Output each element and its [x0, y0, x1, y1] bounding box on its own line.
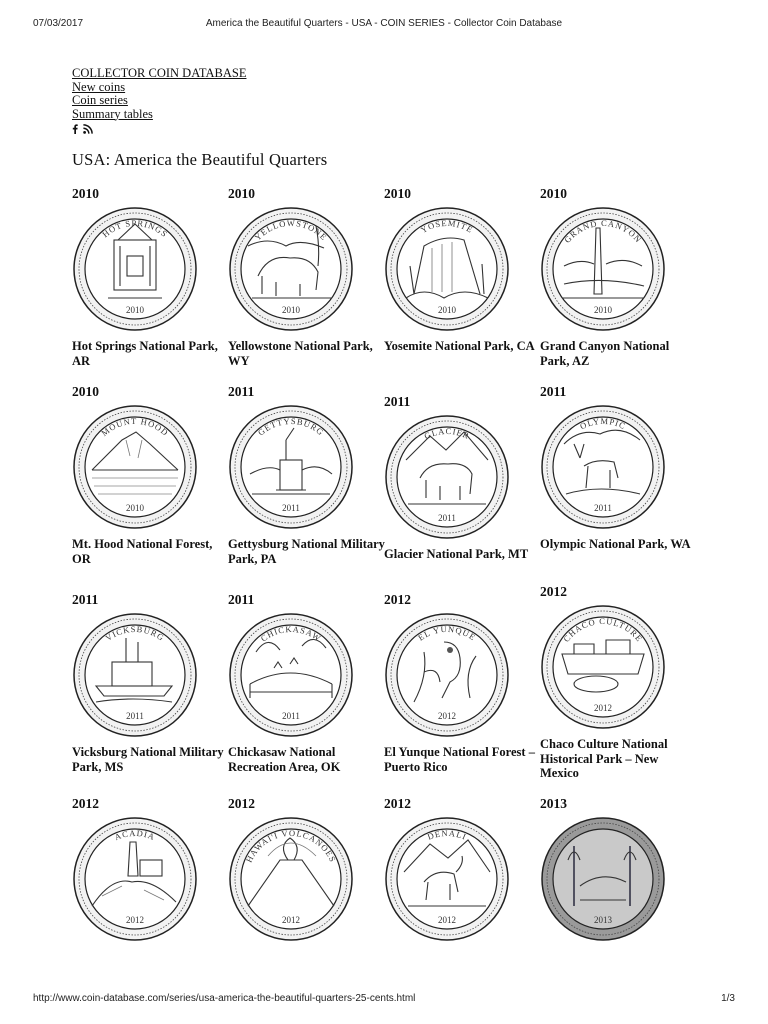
coin-card[interactable]: [384, 592, 539, 774]
coin-year: 2010: [384, 186, 411, 201]
coin-name[interactable]: Vicksburg National Military Park, MS: [72, 745, 224, 774]
coin-year-text: 2011: [282, 503, 300, 513]
coin-year: 2010: [72, 384, 99, 399]
coin-rim-text: OLYMPIC: [578, 415, 628, 432]
coin-year-text: 2010: [282, 305, 300, 315]
coin-card[interactable]: [228, 186, 383, 368]
coin-year-text: 2011: [282, 711, 300, 721]
coin-card[interactable]: [228, 592, 383, 774]
coin-image: [384, 612, 510, 738]
coin-year: 2012: [384, 592, 411, 607]
coin-year-text: 2010: [126, 305, 144, 315]
coin-rim-text: GLACIER: [422, 425, 472, 442]
coin-name[interactable]: Olympic National Park, WA: [540, 537, 691, 551]
print-date: 07/03/2017: [33, 18, 84, 29]
coin-year-text: 2010: [438, 305, 456, 315]
coin-card[interactable]: [540, 584, 695, 781]
coin-image: [228, 612, 354, 738]
page-title: USA: America the Beautiful Quarters: [72, 150, 328, 169]
coin-year: 2011: [228, 592, 255, 607]
coin-year-text: 2011: [126, 711, 144, 721]
coin-year-text: 2011: [438, 513, 456, 523]
coin-year-text: 2012: [438, 711, 456, 721]
coin-card[interactable]: [384, 796, 539, 942]
coin-rim-text: CHICKASAW: [258, 623, 324, 644]
coin-name[interactable]: Gettysburg National Military Park, PA: [228, 537, 385, 566]
coin-rim-text: HOT SPRINGS: [100, 217, 170, 240]
coin-year-text: 2012: [126, 915, 144, 925]
coin-name[interactable]: Hot Springs National Park, AR: [72, 339, 218, 368]
coin-year-text: 2012: [594, 703, 612, 713]
coin-year: 2010: [72, 186, 99, 201]
coin-rim-text: ACADIA: [113, 827, 157, 843]
coin-year: 2012: [384, 796, 411, 811]
coin-card[interactable]: [540, 186, 695, 368]
coin-rim-text: DENALI: [425, 827, 469, 842]
coin-rim-text: MOUNT HOOD: [99, 415, 171, 439]
print-url: http://www.coin-database.com/series/usa-america-the-beautiful-quarters-25-cents.html: [33, 993, 416, 1004]
coin-card[interactable]: [384, 394, 539, 562]
coin-image: [228, 206, 354, 332]
coin-year: 2012: [540, 584, 567, 599]
coin-name[interactable]: El Yunque National Forest – Puerto Rico: [384, 745, 535, 774]
coin-year: 2010: [228, 186, 255, 201]
coin-year-text: 2011: [594, 503, 612, 513]
coin-year-text: 2010: [594, 305, 612, 315]
coin-image: [228, 816, 354, 942]
coin-rim-text: CHACO CULTURE: [561, 615, 645, 644]
coin-year-text: 2010: [126, 503, 144, 513]
coin-card[interactable]: [72, 384, 227, 566]
coin-image: [228, 404, 354, 530]
coin-year-text: 2013: [594, 915, 612, 925]
coin-name[interactable]: Grand Canyon National Park, AZ: [540, 339, 670, 368]
coin-rim-text: YOSEMITE: [418, 217, 476, 235]
site-name-link[interactable]: COLLECTOR COIN DATABASE: [72, 66, 247, 80]
coin-image: [540, 206, 666, 332]
coin-name[interactable]: Chaco Culture National Historical Park – New Mexico: [540, 737, 668, 780]
coin-series-link[interactable]: Coin series: [72, 93, 128, 107]
new-coins-link[interactable]: New coins: [72, 79, 126, 94]
coin-image: [72, 404, 198, 530]
coin-year-text: 2012: [438, 915, 456, 925]
coin-year: 2012: [72, 796, 99, 811]
print-title: America the Beautiful Quarters - USA - COIN SERIES - Collector Coin Database: [205, 18, 563, 29]
coin-name[interactable]: Mt. Hood National Forest, OR: [72, 537, 213, 566]
coin-image: [384, 414, 510, 540]
coin-rim-text: VICKSBURG: [103, 623, 167, 644]
coin-image: [384, 816, 510, 942]
coin-card[interactable]: [72, 592, 227, 774]
coin-card[interactable]: [228, 384, 383, 566]
coin-card[interactable]: [540, 384, 695, 552]
coin-rim-text: EL YUNQUE: [416, 623, 478, 643]
coin-year: 2011: [384, 394, 411, 409]
coin-image: [72, 816, 198, 942]
coin-year-text: 2012: [282, 915, 300, 925]
coin-rim-text: GETTYSBURG: [255, 415, 327, 438]
coin-image: [540, 816, 666, 942]
coin-card[interactable]: [72, 796, 227, 942]
coin-card[interactable]: [384, 186, 539, 354]
summary-tables-link[interactable]: Summary tables: [72, 106, 153, 121]
page-counter: 1/3: [721, 993, 735, 1004]
coin-rim-text: YELLOWSTONE: [252, 217, 330, 243]
coin-image: [72, 612, 198, 738]
coin-rim-text: GRAND CANYON: [562, 217, 644, 245]
print-footer: [0, 993, 768, 1007]
coin-image: [72, 206, 198, 332]
coin-year: 2011: [72, 592, 99, 607]
coin-rim-text: HAWAI'I VOLCANOES: [243, 827, 339, 865]
coin-year: 2011: [540, 384, 567, 399]
coin-name[interactable]: Chickasaw National Recreation Area, OK: [228, 745, 341, 774]
coin-card[interactable]: [540, 796, 695, 942]
coin-year: 2012: [228, 796, 255, 811]
coin-name[interactable]: Glacier National Park, MT: [384, 547, 529, 561]
coin-card[interactable]: [72, 186, 227, 368]
coin-year: 2011: [228, 384, 255, 399]
coin-year: 2013: [540, 796, 567, 811]
coin-name[interactable]: Yosemite National Park, CA: [384, 339, 535, 353]
coin-card[interactable]: [228, 796, 383, 942]
coin-image: [540, 404, 666, 530]
coin-name[interactable]: Yellowstone National Park, WY: [228, 339, 373, 368]
coin-year: 2010: [540, 186, 567, 201]
coin-image: [540, 604, 666, 730]
coin-image: [384, 206, 510, 332]
